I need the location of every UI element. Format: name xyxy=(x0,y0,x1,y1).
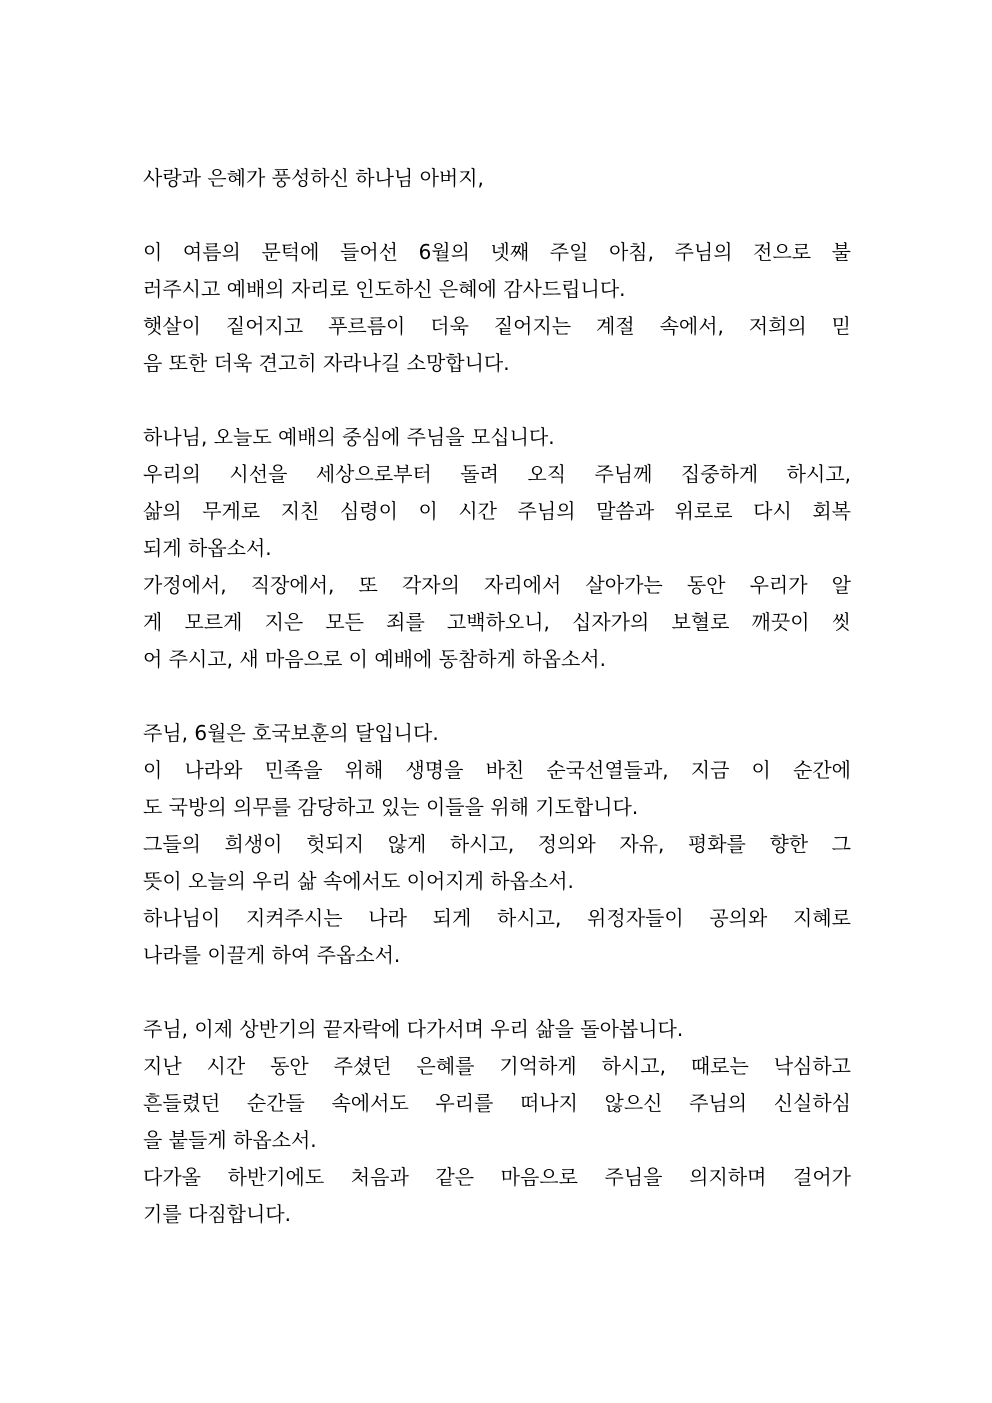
text-line: 기를 다짐합니다. xyxy=(143,1202,291,1226)
text-line: 다가올 하반기에도 처음과 같은 마음으로 주님을 의지하며 걸어가 xyxy=(143,1165,851,1189)
text-line: 하나님, 오늘도 예배의 중심에 주님을 모십니다. xyxy=(143,425,555,449)
text-line: 삶의 무게로 지친 심령이 이 시간 주님의 말씀과 위로로 다시 회복 xyxy=(143,499,851,523)
text-line: 러주시고 예배의 자리로 인도하신 은혜에 감사드립니다. xyxy=(143,277,626,301)
text-line: 그들의 희생이 헛되지 않게 하시고, 정의와 자유, 평화를 향한 그 xyxy=(143,832,851,856)
text-line: 우리의 시선을 세상으로부터 돌려 오직 주님께 집중하게 하시고, xyxy=(143,462,851,486)
text-line: 나라를 이끌게 하여 주옵소서. xyxy=(143,943,401,967)
text-line: 뜻이 오늘의 우리 삶 속에서도 이어지게 하옵소서. xyxy=(143,869,574,893)
paragraph-gap xyxy=(143,197,851,234)
text-line: 햇살이 짙어지고 푸르름이 더욱 짙어지는 계절 속에서, 저희의 믿 xyxy=(143,314,851,338)
text-line: 게 모르게 지은 모든 죄를 고백하오니, 십자가의 보혈로 깨끗이 씻 xyxy=(143,610,851,634)
text-line: 되게 하옵소서. xyxy=(143,536,272,560)
text-line: 이 나라와 민족을 위해 생명을 바친 순국선열들과, 지금 이 순간에 xyxy=(143,758,851,782)
text-line: 흔들렸던 순간들 속에서도 우리를 떠나지 않으신 주님의 신실하심 xyxy=(143,1091,851,1115)
text-line: 도 국방의 의무를 감당하고 있는 이들을 위해 기도합니다. xyxy=(143,795,639,819)
paragraph-gap xyxy=(143,974,851,1011)
text-line: 가정에서, 직장에서, 또 각자의 자리에서 살아가는 동안 우리가 알 xyxy=(143,573,851,597)
text-line: 음 또한 더욱 견고히 자라나길 소망합니다. xyxy=(143,351,510,375)
text-line: 이 여름의 문턱에 들어선 6월의 넷째 주일 아침, 주님의 전으로 불 xyxy=(143,240,851,264)
text-line: 을 붙들게 하옵소서. xyxy=(143,1128,317,1152)
paragraph-gap xyxy=(143,678,851,715)
paragraph-gap xyxy=(143,382,851,419)
text-line: 사랑과 은혜가 풍성하신 하나님 아버지, xyxy=(143,166,484,190)
text-line: 어 주시고, 새 마음으로 이 예배에 동참하게 하옵소서. xyxy=(143,647,606,671)
text-line: 주님, 6월은 호국보훈의 달입니다. xyxy=(143,721,439,745)
text-line: 주님, 이제 상반기의 끝자락에 다가서며 우리 삶을 돌아봅니다. xyxy=(143,1017,684,1041)
text-line: 하나님이 지켜주시는 나라 되게 하시고, 위정자들이 공의와 지혜로 xyxy=(143,906,851,930)
text-line: 지난 시간 동안 주셨던 은혜를 기억하게 하시고, 때로는 낙심하고 xyxy=(143,1054,851,1078)
prayer-text-body xyxy=(143,160,851,1233)
